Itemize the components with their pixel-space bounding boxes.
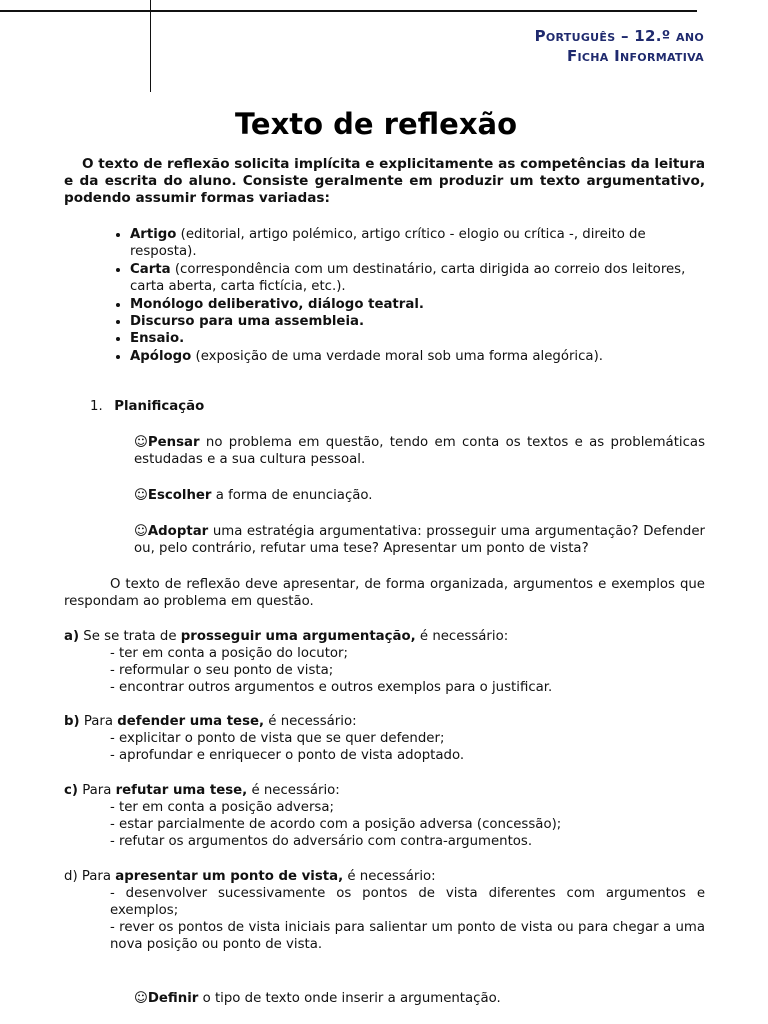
forms-list xyxy=(64,226,705,365)
list-item: - aprofundar e enriquecer o ponto de vista adoptado. xyxy=(110,748,465,763)
list-item: - ter em conta a posição do locutor; xyxy=(110,646,348,661)
header-rule-horizontal xyxy=(0,10,697,12)
list-item: • Ensaio. xyxy=(130,330,705,347)
step-definir: ☺Definir o tipo de texto onde inserir a argumentação. xyxy=(134,991,501,1006)
list-item: - explicitar o ponto de vista que se quer defender; xyxy=(110,731,445,746)
intro-paragraph: O texto de reflexão solicita implícita e explicitamente as competências da leitura e da escrita do aluno. Consiste geralmente em produzir um texto argumentativo, podendo assumir formas variadas: xyxy=(64,156,705,206)
section-label: Planificação xyxy=(114,399,205,414)
list-item: • Artigo (editorial, artigo polémico, artigo crítico - elogio ou crítica -, direito de resposta). xyxy=(130,226,705,261)
list-item: - ter em conta a posição adversa; xyxy=(110,800,334,815)
case-letter: c) xyxy=(64,783,78,798)
smiley-icon: ☺ xyxy=(134,991,148,1006)
page-title: Texto de reflexão xyxy=(234,107,518,141)
list-item: - reformular o seu ponto de vista; xyxy=(110,663,334,678)
document-header xyxy=(535,26,704,66)
body-paragraph: O texto de reflexão deve apresentar, de forma organizada, argumentos e exemplos que respondam ao problema em questão. xyxy=(64,577,705,609)
case-letter: a) xyxy=(64,629,80,644)
smiley-icon: ☺ xyxy=(134,524,148,539)
step-adoptar: ☺Adoptar uma estratégia argumentativa: prosseguir uma argumentação? Defender ou, pelo contrário, refutar uma tese? Apresentar um ponto de vista? xyxy=(134,524,705,556)
section-heading-planning xyxy=(90,398,204,415)
list-item: • Carta (correspondência com um destinatário, carta dirigida ao correio dos leitores, carta aberta, carta fictícia, etc.). xyxy=(130,261,705,296)
list-item: - estar parcialmente de acordo com a posição adversa (concessão); xyxy=(110,817,562,832)
list-item: - rever os pontos de vista iniciais para salientar um ponto de vista ou para chegar a uma nova posição ou ponto de vista. xyxy=(110,920,705,952)
header-doc-type: Ficha Informativa xyxy=(566,47,704,65)
step-escolher: ☺Escolher a forma de enunciação. xyxy=(134,488,373,503)
case-letter: b) xyxy=(64,714,80,729)
case-d: d) Para apresentar um ponto de vista, é necessário: - desenvolver sucessivamente os pontos de vista diferentes com argumentos e exemplos; - rever os pontos de vista iniciais para salientar um ponto de vista ou para chegar a uma nova posição ou ponto de vista. xyxy=(64,869,705,952)
step-pensar: ☺Pensar no problema em questão, tendo em conta os textos e as problemáticas estudadas e a sua cultura pessoal. xyxy=(134,435,705,467)
case-a: a) Se se trata de prosseguir uma argumentação, é necessário: - ter em conta a posição do locutor; - reformular o seu ponto de vista; - encontrar outros argumentos e outros exemplos para o justificar. xyxy=(64,628,705,696)
smiley-icon: ☺ xyxy=(134,488,148,503)
case-letter: d) xyxy=(64,869,78,884)
case-b: b) Para defender uma tese, é necessário: - explicitar o ponto de vista que se quer defender; - aprofundar e enriquecer o ponto de vista adoptado. xyxy=(64,713,705,764)
section-number: 1. xyxy=(90,399,103,414)
list-item: - desenvolver sucessivamente os pontos de vista diferentes com argumentos e exemplos; xyxy=(110,886,705,918)
header-subject: Português – 12.º ano xyxy=(534,27,704,45)
header-rule-vertical xyxy=(150,0,151,92)
list-item: - encontrar outros argumentos e outros exemplos para o justificar. xyxy=(110,680,553,695)
smiley-icon: ☺ xyxy=(134,435,148,450)
list-item: • Monólogo deliberativo, diálogo teatral. xyxy=(130,296,705,313)
list-item: - refutar os argumentos do adversário com contra-argumentos. xyxy=(110,834,533,849)
case-c: c) Para refutar uma tese, é necessário: - ter em conta a posição adversa; - estar parcialmente de acordo com a posição adversa (concessão); - refutar os argumentos do adversário com contra-argumentos. xyxy=(64,782,705,850)
list-item: • Apólogo (exposição de uma verdade moral sob uma forma alegórica). xyxy=(130,348,705,365)
list-item: • Discurso para uma assembleia. xyxy=(130,313,705,330)
